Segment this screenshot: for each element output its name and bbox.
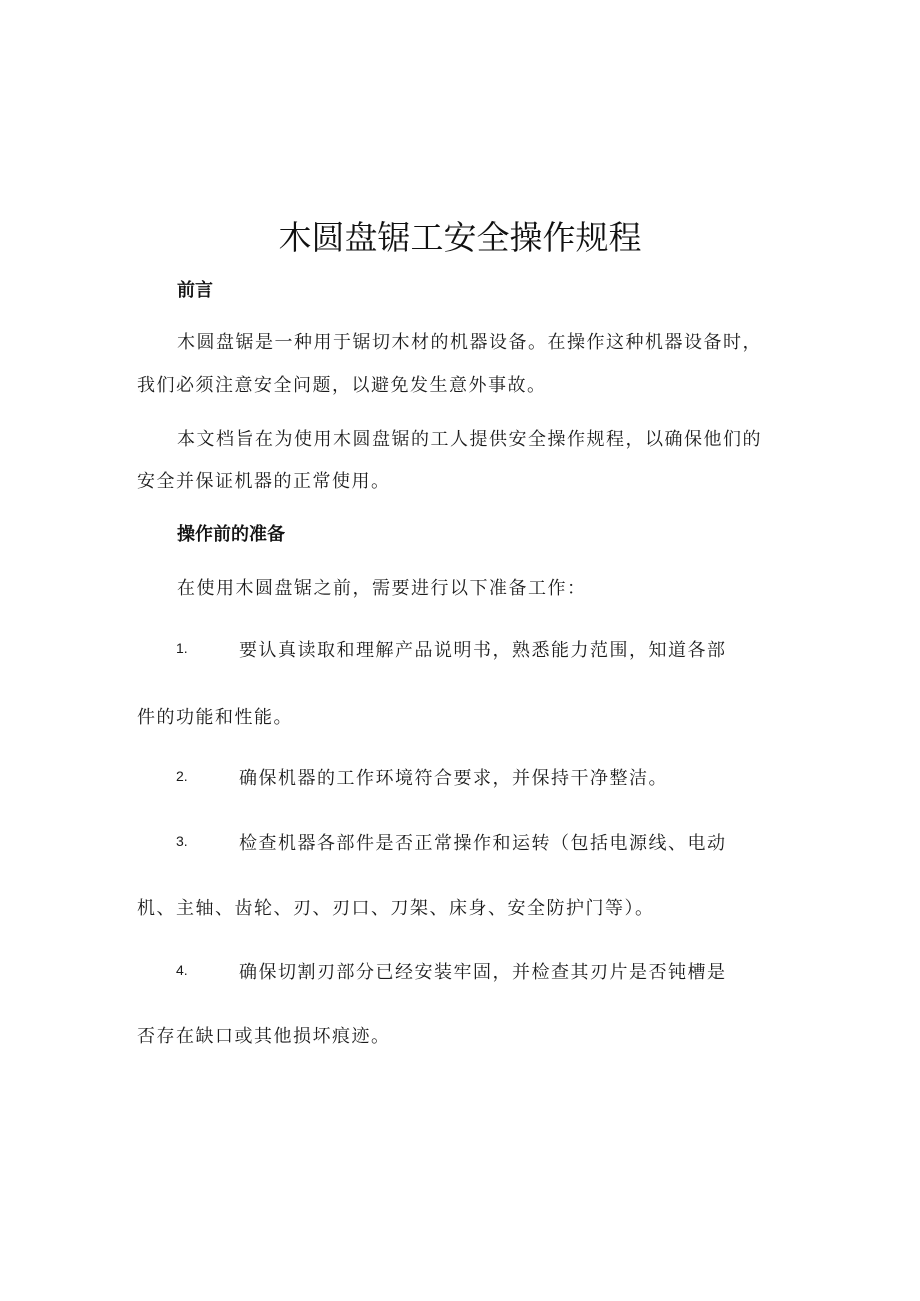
list-item-line-2: 否存在缺口或其他损坏痕迹。 (137, 1026, 391, 1047)
document-title: 木圆盘锯工安全操作规程 (278, 218, 642, 257)
list-item-line-2: 机、主轴、齿轮、刃、刃口、刀架、床身、安全防护门等）。 (137, 898, 655, 919)
section-heading-preface: 前言 (177, 280, 213, 301)
preface-paragraph-1-line-1: 木圆盘锯是一种用于锯切木材的机器设备。在操作这种机器设备时， (177, 332, 762, 353)
preface-paragraph-1-line-2: 我们必须注意安全问题，以避免发生意外事故。 (137, 375, 547, 396)
list-item-number: 3. (176, 833, 188, 849)
list-item-line-1: 要认真读取和理解产品说明书，熟悉能力范围，知道各部 (239, 640, 727, 661)
list-item-line-1: 确保机器的工作环境符合要求，并保持干净整洁。 (239, 768, 668, 789)
preface-paragraph-2-line-1: 本文档旨在为使用木圆盘锯的工人提供安全操作规程，以确保他们的 (177, 429, 762, 450)
preparation-intro: 在使用木圆盘锯之前，需要进行以下准备工作： (177, 578, 587, 599)
list-item-line-2: 件的功能和性能。 (137, 707, 293, 728)
list-item-line-1: 确保切割刃部分已经安装牢固，并检查其刃片是否钝槽是 (239, 962, 727, 983)
list-item-line-1: 检查机器各部件是否正常操作和运转（包括电源线、电动 (239, 833, 727, 854)
list-item-number: 4. (176, 962, 188, 978)
list-item-number: 2. (176, 768, 188, 784)
preface-paragraph-2-line-2: 安全并保证机器的正常使用。 (137, 471, 391, 492)
section-heading-preparation: 操作前的准备 (177, 524, 285, 545)
list-item-number: 1. (176, 640, 188, 656)
